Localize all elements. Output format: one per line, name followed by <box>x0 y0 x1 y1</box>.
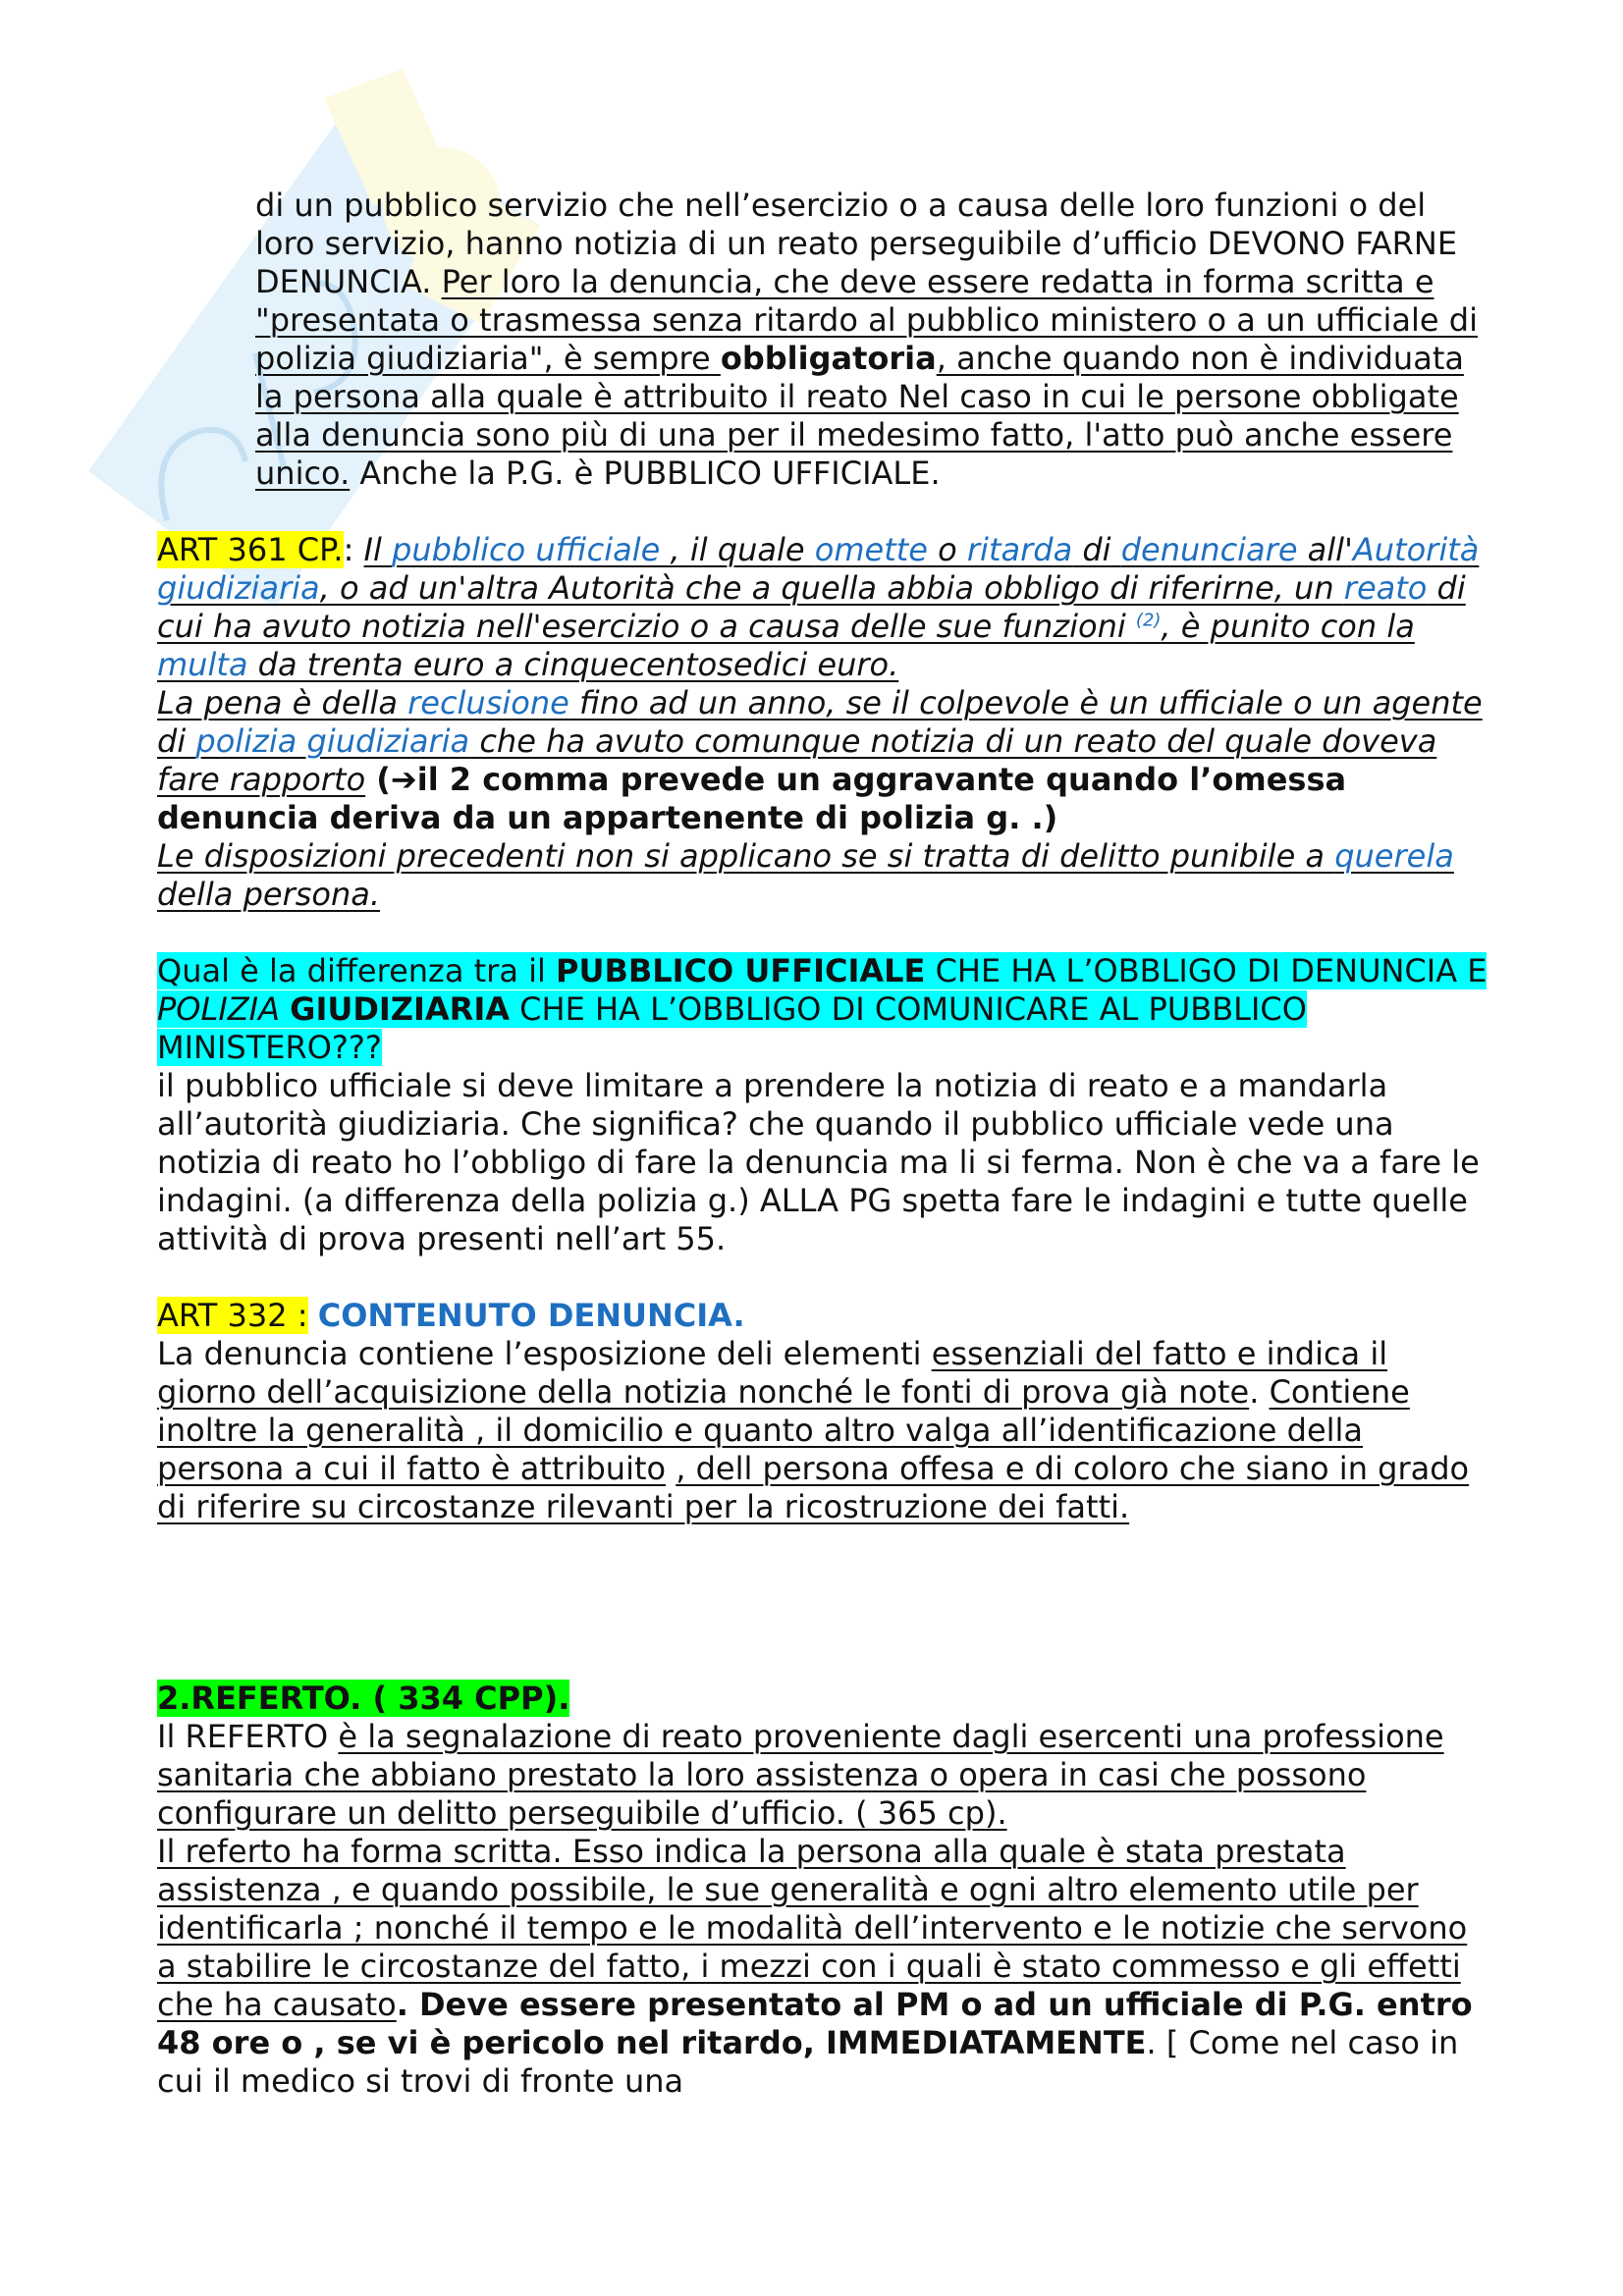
art361-bold-note: (➔il 2 comma prevede un aggravante quando l’omessa denuncia deriva da un appartenente di polizia g. .) <box>157 761 1347 836</box>
art361-section <box>157 531 1492 914</box>
referto-heading-text: 2.REFERTO. ( 334 CPP). <box>157 1680 570 1717</box>
referto-paragraph-1: Il REFERTO è la segnalazione di reato proveniente dagli esercenti una professione sanitaria che abbiano prestato la loro assistenza o opera in casi che possono configurare un delitto perseguibile d’ufficio. ( 365 cp). <box>157 1718 1444 1832</box>
question-highlight: Qual è la differenza tra il PUBBLICO UFFICIALE CHE HA L’OBBLIGO DI DENUNCIA E POLIZIA GIUDIZIARIA CHE HA L’OBBLIGO DI COMUNICARE AL PUBBLICO MINISTERO??? <box>157 952 1488 1066</box>
art332-section <box>157 1297 1492 1526</box>
link-polizia-giudiziaria[interactable]: polizia giudiziaria <box>195 722 470 760</box>
link-ritarda[interactable]: ritarda <box>966 531 1073 568</box>
link-reclusione[interactable]: reclusione <box>407 684 569 721</box>
link-querela[interactable]: querela <box>1334 837 1454 875</box>
document-page <box>157 187 1492 2101</box>
intro-paragraph <box>157 187 1492 493</box>
link-pubblico-ufficiale[interactable]: pubblico ufficiale <box>392 531 671 568</box>
referto-paragraph-2: Il referto ha forma scritta. Esso indica la persona alla quale è stata prestata assistenza , e quando possibile, le sue generalità e ogni altro elemento utile per identificarla ; nonché il tempo e le modalità dell’intervento e le notizie che servono a stabilire le circostanze del fatto, i mezzi con i quali è stato commesso e gli effetti che ha causato. Deve essere presentato al PM o ad un ufficiale di P.G. entro 48 ore o , se vi è pericolo nel ritardo, IMMEDIATAMENTE. [ Come nel caso in cui il medico si trovi di fronte una <box>157 1833 1473 2100</box>
intro-text: di un pubblico servizio che nell’esercizio o a causa delle loro funzioni o del loro servizio, hanno notizia di un reato perseguibile d’ufficio DEVONO FARNE DENUNCIA. <box>255 187 1458 300</box>
art332-title: CONTENUTO DENUNCIA. <box>317 1297 745 1334</box>
link-omette[interactable]: omette <box>814 531 928 568</box>
art361-text-2: La pena è della reclusione fino ad un anno, se il colpevole è un ufficiale o un agente di polizia giudiziaria che ha avuto comunque notizia di un reato del quale doveva fare rapporto <box>157 684 1483 798</box>
intro-underlined-text-2: , anche quando non è individuata la persona alla quale è attribuito il reato Nel caso in cui le persone obbligate alla denuncia sono più di una per il medesimo fatto, l'atto può anche essere unico. <box>255 340 1464 492</box>
referto-section <box>157 1680 1492 2101</box>
art361-paragraph-3 <box>157 837 1492 914</box>
art332-paragraph: La denuncia contiene l’esposizione deli elementi essenziali del fatto e indica il giorno dell’acquisizione della notizia nonché le fonti di prova già note. Contiene inoltre la generalità , il domicilio e quanto altro valga all’identificazione della persona a cui il fatto è attribuito , dell persona offesa e di coloro che siano in grado di riferire su circostanze rilevanti per la ricostruzione dei fatti. <box>157 1335 1470 1525</box>
referto-heading <box>157 1680 1492 1718</box>
art361-label: ART 361 CP. <box>157 531 344 568</box>
art361-paragraph-1 <box>157 531 1492 684</box>
art361-text-3: Le disposizioni precedenti non si applicano se si tratta di delitto punibile a querela della persona. <box>157 837 1454 913</box>
footnote-ref-2[interactable]: (2) <box>1135 610 1162 631</box>
question-answer: il pubblico ufficiale si deve limitare a prendere la notizia di reato e a mandarla all’autorità giudiziaria. Che significa? che quando il pubblico ufficiale vede una notizia di reato ho l’obbligo di fare la denuncia ma li si ferma. Non è che va a fare le indagini. (a differenza della polizia g.) ALLA PG spetta fare le indagini e tutte quelle attività di prova presenti nell’art 55. <box>157 1067 1480 1257</box>
link-autorita-giudiziaria[interactable]: Autorità giudiziaria <box>157 531 1480 607</box>
art332-heading <box>157 1297 1492 1335</box>
art361-text: Il pubblico ufficiale , il quale omette o ritarda di denunciare all'Autorità giudiziaria, o ad un'altra Autorità che a quella abbia obbligo di riferirne, un reato di cui ha avuto notizia nell'esercizio o a causa delle sue funzioni $^{(2)}$, è punito con la multa da trenta euro a cinquecentosedici euro. <box>157 531 1480 683</box>
art361-colon: : <box>343 531 364 568</box>
art332-label: ART 332 : <box>157 1297 308 1334</box>
link-reato[interactable]: reato <box>1343 569 1428 607</box>
intro-underlined-text: Per loro la denuncia, che deve essere redatta in forma scritta e "presentata o trasmessa senza ritardo al pubblico ministero o a un ufficiale di polizia giudiziaria", è sempre <box>255 263 1478 377</box>
question-section <box>157 952 1492 1258</box>
intro-bold-obbligatoria: obbligatoria <box>720 340 937 377</box>
link-multa[interactable]: multa <box>157 646 248 683</box>
art361-paragraph-2 <box>157 684 1492 837</box>
link-denunciare[interactable]: denunciare <box>1120 531 1298 568</box>
intro-text-2: Anche la P.G. è PUBBLICO UFFICIALE. <box>350 454 941 492</box>
question-heading <box>157 952 1492 1067</box>
